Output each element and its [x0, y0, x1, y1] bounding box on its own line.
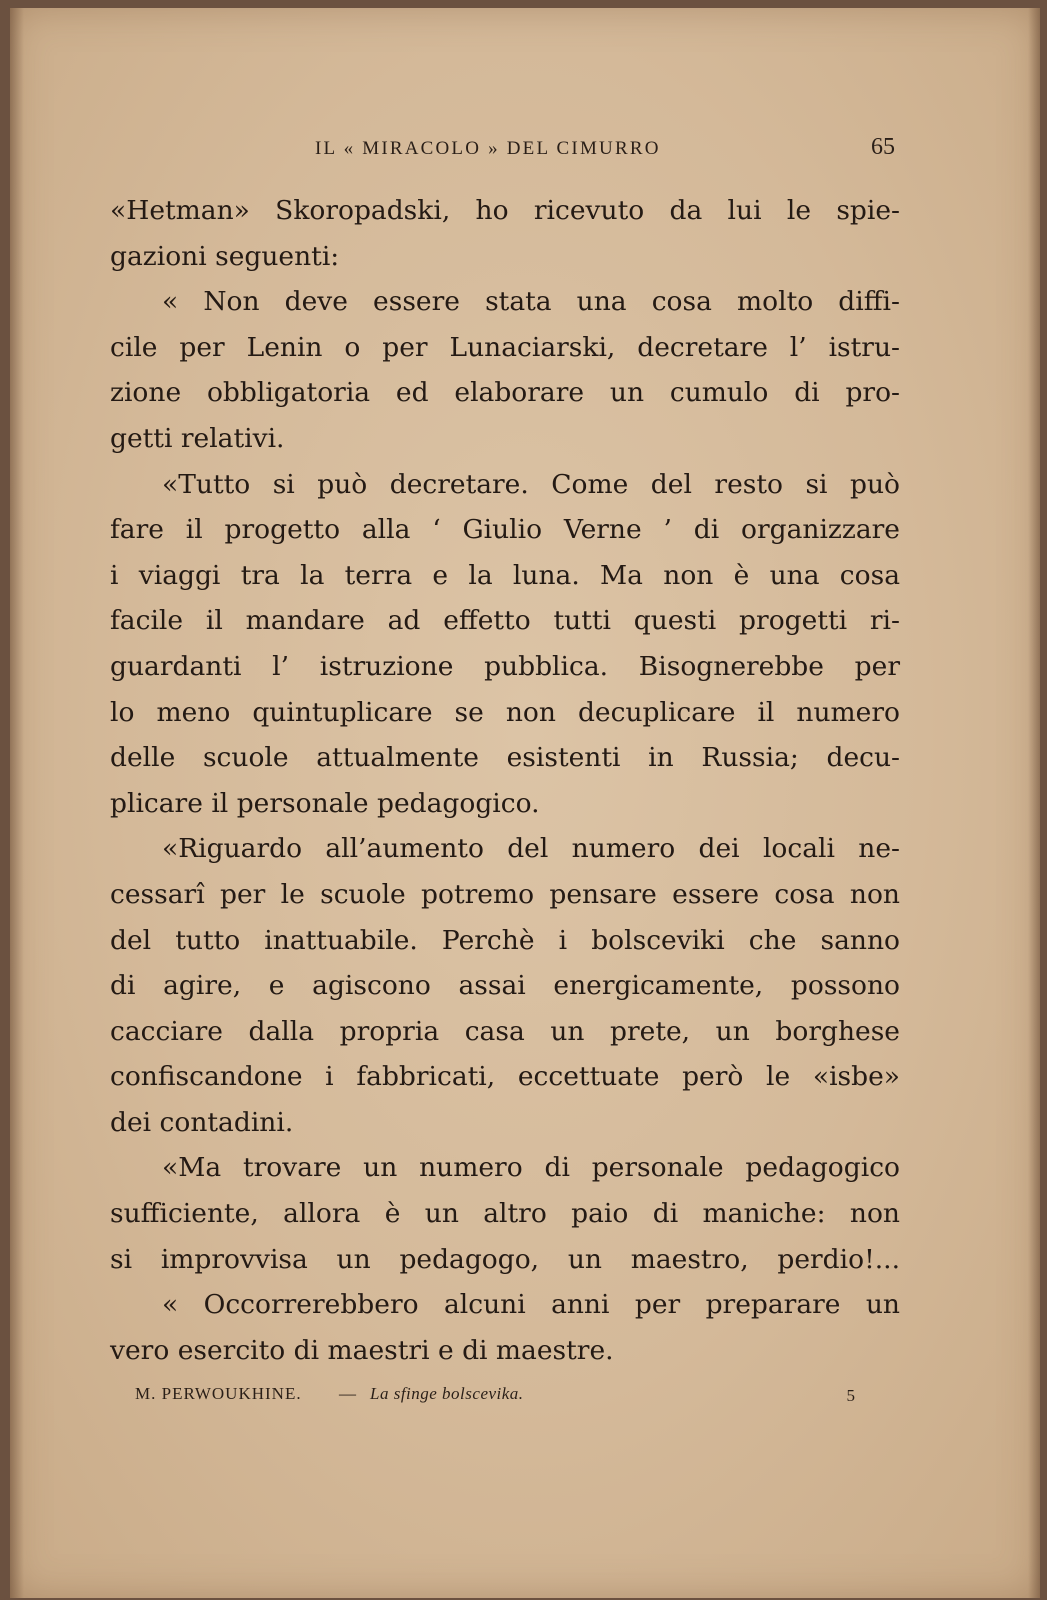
text-line: di agire, e agiscono assai energicamente, possono [110, 970, 900, 1002]
text-line: « Occorrerebbero alcuni anni per preparare un [162, 1289, 900, 1321]
text-line: «Ma trovare un numero di personale pedagogico [162, 1152, 900, 1184]
footer-separator: — [339, 1384, 356, 1403]
text-line: «Riguardo all’aumento del numero dei locali ne- [162, 833, 900, 865]
body-text [110, 188, 900, 1373]
book-page [10, 8, 1040, 1598]
text-line: delle scuole attualmente esistenti in Russia; decu- [110, 742, 900, 774]
footer-book-title: La sfinge bolscevika. [370, 1384, 524, 1403]
text-line: dei contadini. [110, 1106, 294, 1138]
text-line: sufficiente, allora è un altro paio di maniche: non [110, 1198, 900, 1230]
running-title: IL « MIRACOLO » DEL CIMURRO [315, 138, 661, 159]
text-line: getti relativi. [110, 422, 285, 454]
running-head [110, 132, 895, 168]
page-footer [135, 1380, 855, 1410]
text-line: zione obbligatoria ed elaborare un cumulo di pro- [110, 377, 900, 409]
text-line: vero esercito di maestri e di maestre. [110, 1334, 614, 1366]
footer-signature-mark: 5 [846, 1386, 855, 1405]
text-line: facile il mandare ad effetto tutti questi progetti ri- [110, 605, 900, 637]
page-number: 65 [871, 134, 895, 160]
text-line: cile per Lenin o per Lunaciarski, decretare l’ istru- [110, 331, 900, 363]
text-line: cacciare dalla propria casa un prete, un borghese [110, 1015, 900, 1047]
footer-author: M. PERWOUKHINE. [135, 1384, 302, 1403]
text-line: del tutto inattuabile. Perchè i bolsceviki che sanno [110, 924, 900, 956]
text-line: confiscandone i fabbricati, eccettuate però le «isbe» [110, 1061, 900, 1093]
text-line: i viaggi tra la terra e la luna. Ma non è una cosa [110, 559, 900, 591]
text-line: «Hetman» Skoropadski, ho ricevuto da lui le spie- [110, 195, 900, 226]
text-line: lo meno quintuplicare se non decuplicare il numero [110, 696, 900, 728]
text-line: fare il progetto alla ‘ Giulio Verne ’ di organizzare [110, 514, 900, 546]
text-line: «Tutto si può decretare. Come del resto si può [162, 468, 900, 500]
text-line: gazioni seguenti: [110, 240, 340, 272]
text-line: cessarî per le scuole potremo pensare essere cosa non [110, 878, 900, 910]
text-line: plicare il personale pedagogico. [110, 787, 540, 819]
text-line: si improvvisa un pedagogo, un maestro, perdio!... [110, 1243, 900, 1275]
text-line: « Non deve essere stata una cosa molto diffi- [162, 286, 900, 318]
text-line: guardanti l’ istruzione pubblica. Bisognerebbe per [110, 650, 900, 682]
